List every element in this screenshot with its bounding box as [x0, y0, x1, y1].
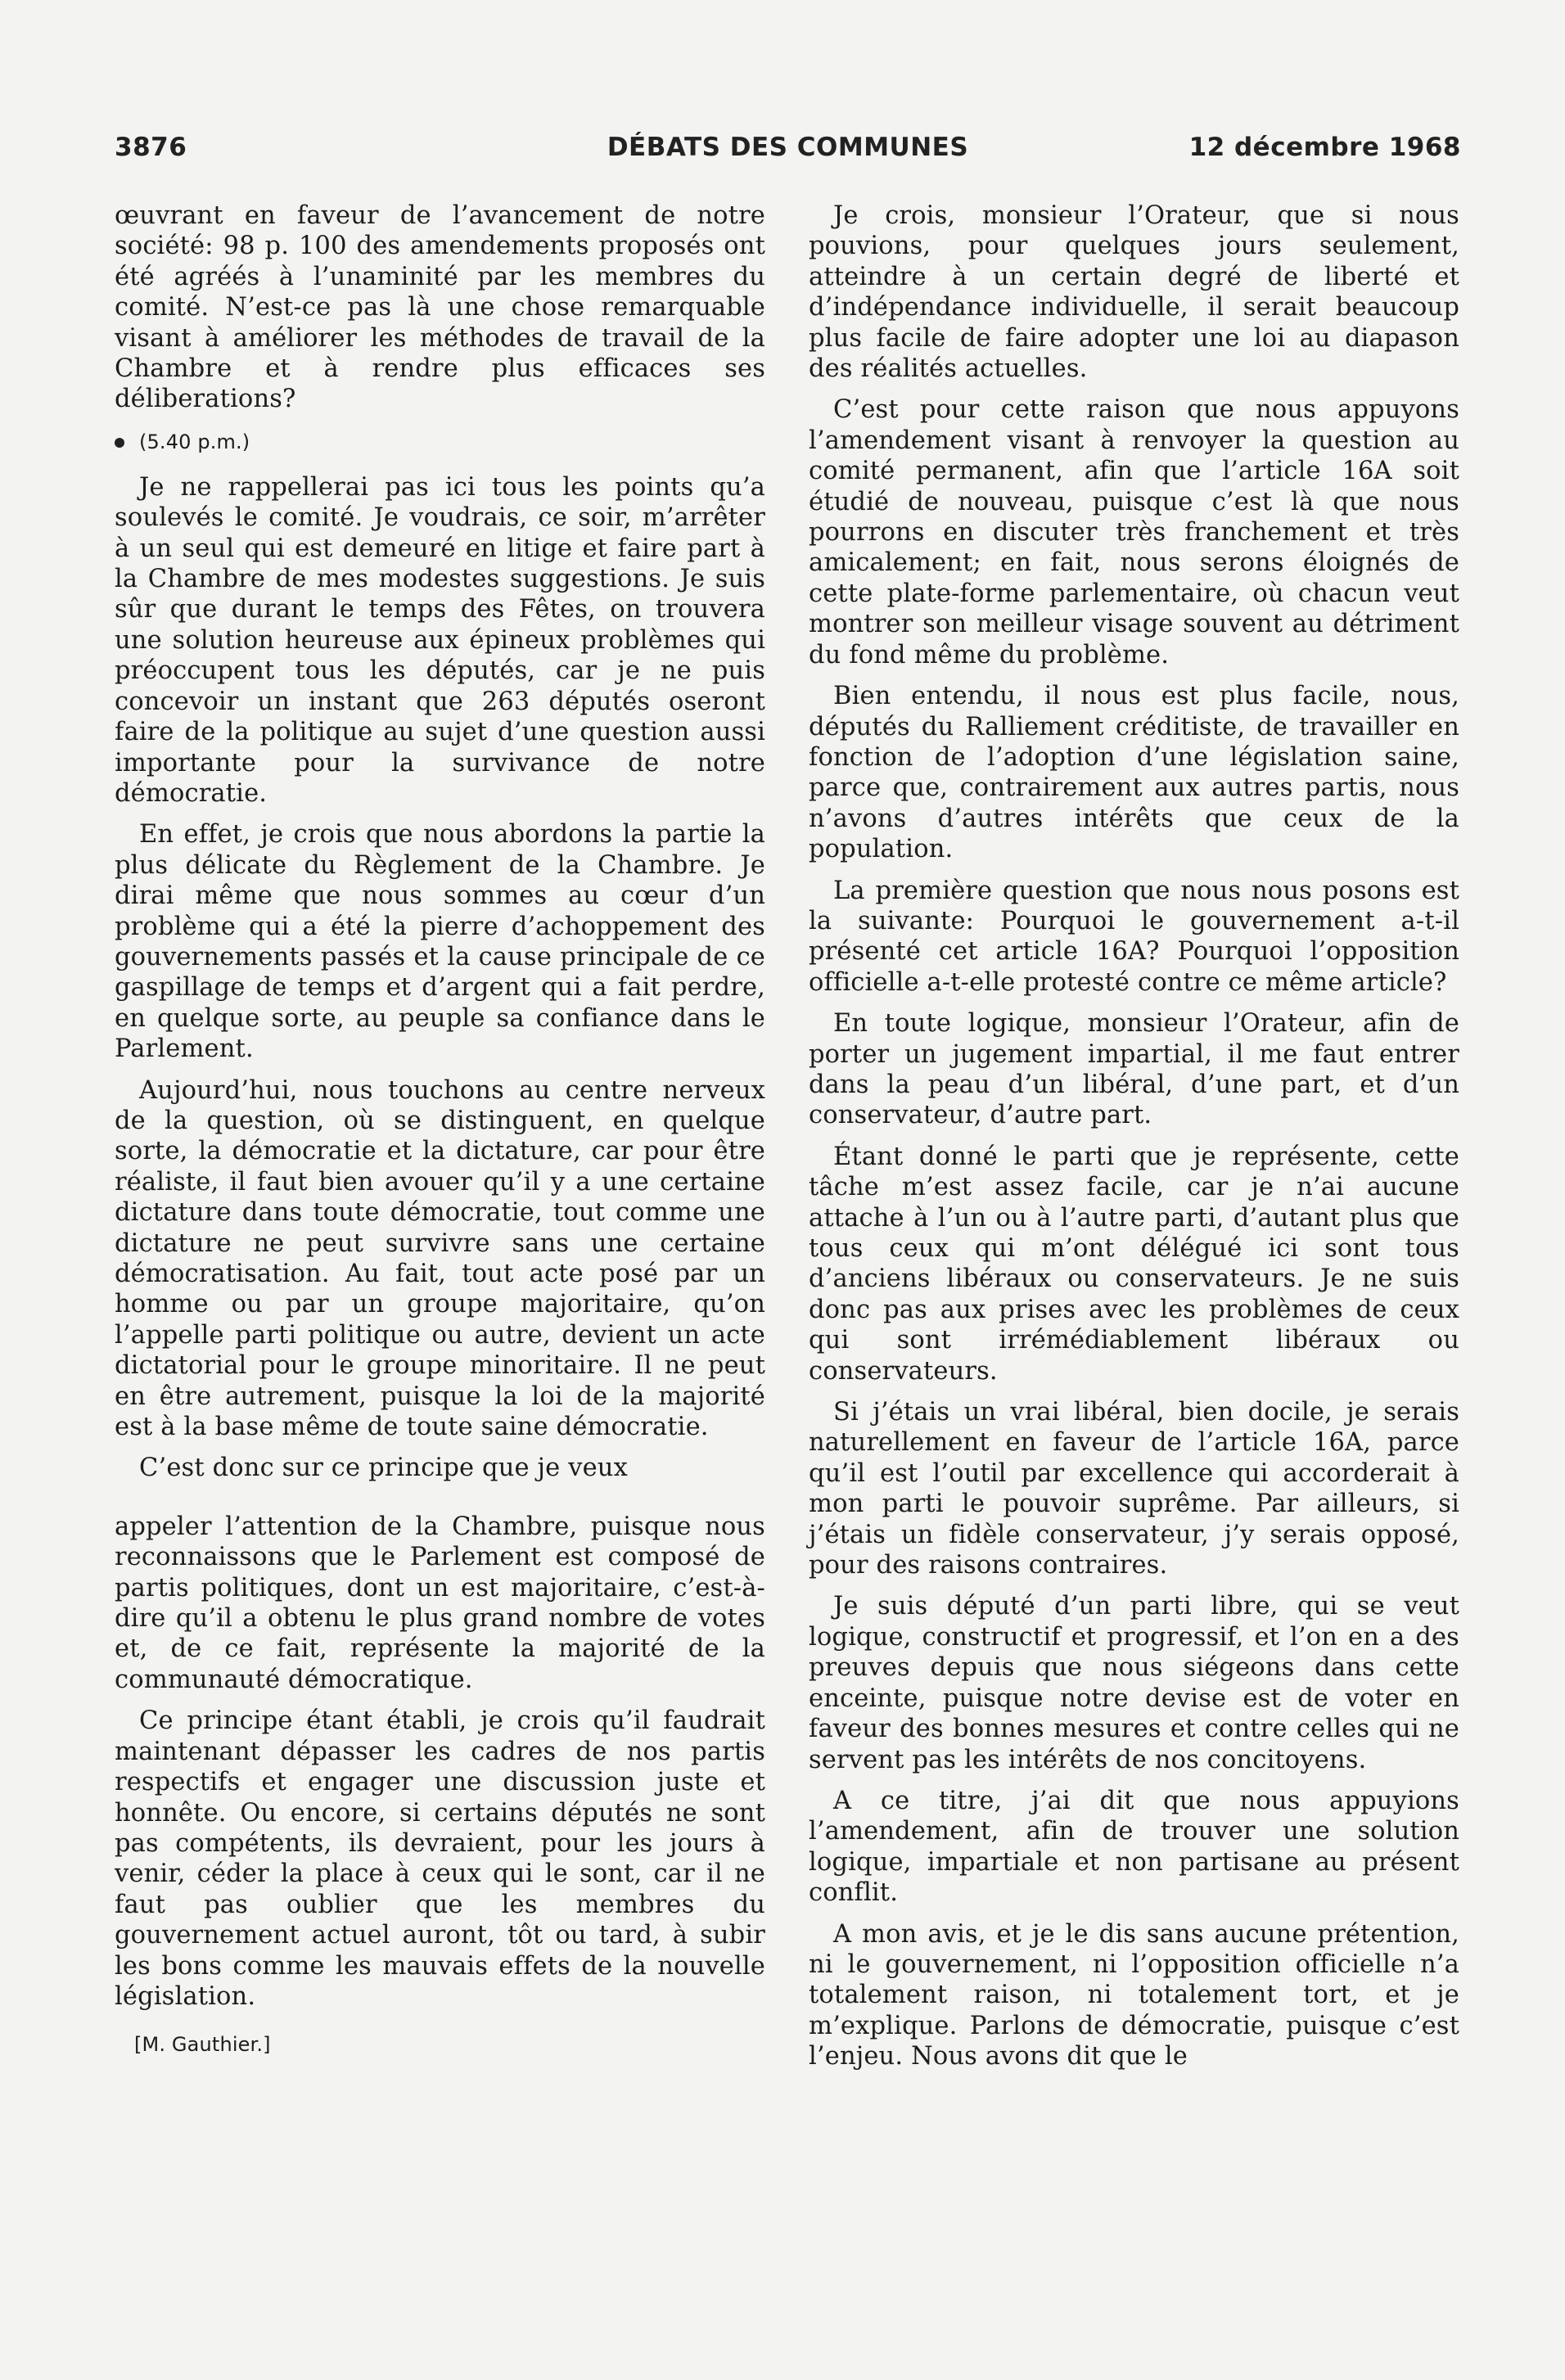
paragraph: Bien entendu, il nous est plus facile, nous, députés du Ralliement créditiste, de travailler en fonction de l’adoption d’une législation saine, parce que, contrairement aux autres partis, nous n’avons d’autres intérêts que ceux de la population. — [809, 682, 1459, 864]
page-header — [115, 133, 1461, 174]
paragraph: En toute logique, monsieur l’Orateur, afin de porter un jugement impartial, il me faut entrer dans la peau d’un libéral, d’une part, et d’un conservateur, d’autre part. — [809, 1009, 1459, 1130]
paragraph: Si j’étais un vrai libéral, bien docile, je serais naturellement en faveur de l’article 16A, parce qu’il est l’outil par excellence qui accorderait à mon parti le pouvoir suprême. Par ailleurs, si j’étais un fidèle conservateur, j’y serais opposé, pour des raisons contraires. — [809, 1398, 1459, 1580]
timestamp — [115, 430, 765, 454]
paragraph: Je crois, monsieur l’Orateur, que si nous pouvions, pour quelques jours seulement, atteindre à un certain degré de liberté et d’indépendance individuelle, il serait beaucoup plus facile de faire adopter une loi au diapason des réalités actuelles. — [809, 201, 1459, 384]
column-break — [115, 1484, 765, 1512]
paragraph: En effet, je crois que nous abordons la partie la plus délicate du Règlement de la Chambre. Je dirai même que nous sommes au cœur d’un problème qui a été la pierre d’achoppement des gouvernements passés et la cause principale de ce gaspillage de temps et d’argent qui a fait perdre, en quelque sorte, au peuple sa confiance dans le Parlement. — [115, 820, 765, 1064]
paragraph: Ce principe étant établi, je crois qu’il faudrait maintenant dépasser les cadres de nos partis respectifs et engager une discussion juste et honnête. Ou encore, si certains députés ne sont pas compétents, ils devraient, pour les jours à venir, céder la place à ceux qui le sont, car il ne faut pas oublier que les membres du gouvernement actuel auront, tôt ou tard, à subir les bons comme les mauvais effets de la nouvelle législation. — [115, 1706, 765, 2011]
right-column — [809, 201, 1459, 2072]
paragraph: Je suis député d’un parti libre, qui se veut logique, constructif et progressif, et l’on en a des preuves depuis que nous siégeons dans cette enceinte, puisque notre devise est de voter en faveur des bonnes mesures et contre celles qui ne servent pas les intérêts de nos concitoyens. — [809, 1592, 1459, 1774]
paragraph: appeler l’attention de la Chambre, puisque nous reconnaissons que le Parlement est composé de partis politiques, dont un est majoritaire, c’est-à-dire qu’il a obtenu le plus grand nombre de votes et, de ce fait, représente la majorité de la communauté démocratique. — [115, 1512, 765, 1694]
speaker-attribution: [M. Gauthier.] — [134, 2033, 271, 2057]
paragraph: Aujourd’hui, nous touchons au centre nerveux de la question, où se distinguent, en quelque sorte, la démocratie et la dictature, car pour être réaliste, il faut bien avouer qu’il y a une certaine dictature dans toute démocratie, tout comme une dictature ne peut survivre sans une certaine démocratisation. Au fait, tout acte posé par un homme ou par un groupe majoritaire, qu’on l’appelle parti politique ou autre, devient un acte dictatorial pour le groupe minoritaire. Il ne peut en être autrement, puisque la loi de la majorité est à la base même de toute saine démocratie. — [115, 1075, 765, 1442]
left-column — [115, 201, 765, 2061]
paragraph: La première question que nous nous posons est la suivante: Pourquoi le gouvernement a-t-il présenté cet article 16A? Pourquoi l’opposition officielle a-t-elle protesté contre ce même article? — [809, 876, 1459, 997]
paragraph: A ce titre, j’ai dit que nous appuyions l’amendement, afin de trouver une solution logique, impartiale et non partisane au présent conflit. — [809, 1786, 1459, 1908]
publication-title: DÉBATS DES COMMUNES — [607, 133, 969, 162]
page-number: 3876 — [115, 133, 187, 162]
paragraph: C’est donc sur ce principe que je veux — [139, 1454, 628, 1483]
paragraph: C’est pour cette raison que nous appuyons l’amendement visant à renvoyer la question au comité permanent, afin que l’article 16A soit étudié de nouveau, puisque c’est là que nous pourrons en discuter très franchement et très amicalement; en fait, nous serons éloignés de cette plate-forme parlementaire, où chacun veut montrer son meilleur visage souvent au détriment du fond même du problème. — [809, 395, 1459, 669]
paragraph: Je ne rappellerai pas ici tous les points qu’a soulevés le comité. Je voudrais, ce soir, m’arrêter à un seul qui est demeuré en litige et faire part à la Chambre de mes modestes suggestions. Je suis sûr que durant le temps des Fêtes, on trouvera une solution heureuse aux épineux problèmes qui préoccupent tous les députés, car je ne puis concevoir un instant que 263 députés oseront faire de la politique au sujet d’une question aussi importante pour la survivance de notre démocratie. — [115, 472, 765, 808]
bullet-icon — [115, 438, 124, 448]
issue-date: 12 décembre 1968 — [1188, 133, 1461, 162]
paragraph: A mon avis, et je le dis sans aucune prétention, ni le gouvernement, ni l’opposition officielle n’a totalement raison, ni totalement tort, et je m’explique. Parlons de démocratie, puisque c’est l’enjeu. Nous avons dit que le — [809, 1919, 1459, 2071]
timestamp-text: (5.40 p.m.) — [139, 430, 250, 453]
paragraph: œuvrant en faveur de l’avancement de notre société: 98 p. 100 des amendements proposés ont été agréés à l’unaminité par les membres du comité. N’est-ce pas là une chose remarquable visant à améliorer les méthodes de travail de la Chambre et à rendre plus efficaces ses déliberations? — [115, 201, 765, 414]
paragraph: Étant donné le parti que je représente, cette tâche m’est assez facile, car je n’ai aucune attache à l’un ou à l’autre parti, d’autant plus que tous ceux qui m’ont délégué ici sont tous d’anciens libéraux ou conservateurs. Je ne suis donc pas aux prises avec les problèmes de ceux qui sont irrémédiablement libéraux ou conservateurs. — [809, 1142, 1459, 1386]
